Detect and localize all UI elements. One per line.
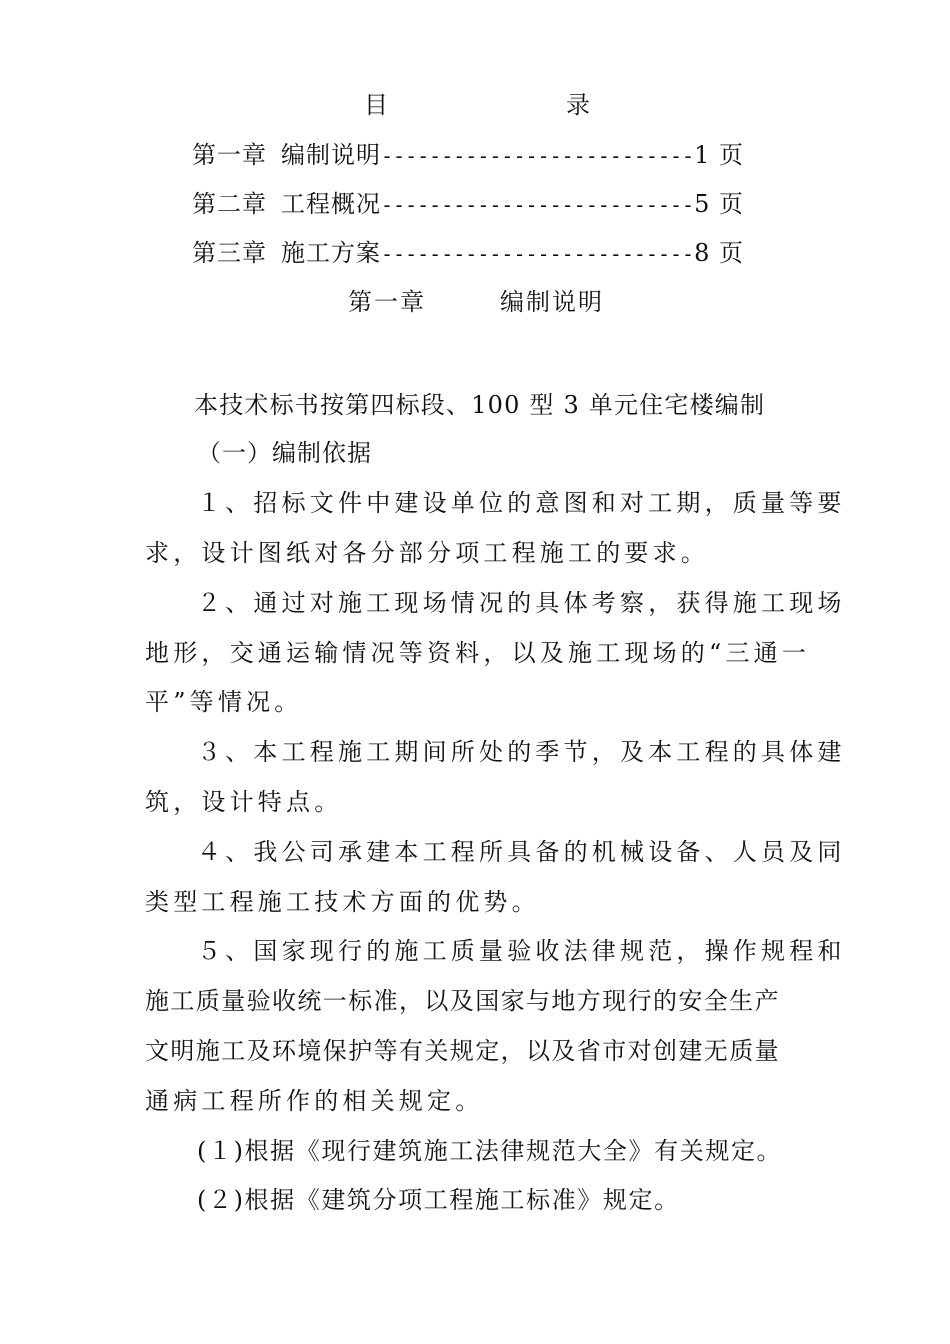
toc-entry[interactable] [192, 189, 744, 220]
chapter-title: 编制说明 [500, 288, 604, 316]
paragraph-line: ４、我公司承建本工程所具备的机械设备、人员及同 [197, 838, 846, 866]
paragraph-line: 筑，设计特点。 [145, 788, 343, 816]
paragraph-line: 地形，交通运输情况等资料，以及施工现场的“三通一 [145, 639, 811, 667]
toc-title-char-2: 录 [566, 91, 592, 119]
paragraph-line: ３、本工程施工期间所处的季节，及本工程的具体建 [197, 738, 846, 766]
toc-page-number: 8 页 [694, 239, 744, 267]
toc-entry[interactable] [192, 140, 744, 171]
sub-item-line: (１)根据《现行建筑施工法律规范大全》有关规定。 [197, 1137, 783, 1165]
paragraph-line: 求，设计图纸对各分部分项工程施工的要求。 [145, 539, 709, 567]
toc-leader-dashes: -------------------------- [381, 144, 695, 168]
toc-leader-dashes: -------------------------- [381, 242, 695, 266]
paragraph-line: 施工质量验收统一标准，以及国家与地方现行的安全生产 [145, 987, 780, 1015]
toc-chapter-number: 第三章 [192, 239, 267, 267]
toc-chapter-number: 第一章 [192, 141, 267, 169]
paragraph-line: 文明施工及环境保护等有关规定，以及省市对创建无质量 [145, 1037, 780, 1065]
intro-line: 本技术标书按第四标段、100 型 3 单元住宅楼编制 [194, 391, 766, 419]
toc-entry[interactable] [192, 238, 744, 269]
paragraph-line: 类型工程施工技术方面的优势。 [145, 888, 540, 916]
paragraph-line: １、招标文件中建设单位的意图和对工期，质量等要 [197, 489, 846, 517]
chapter-number: 第一章 [348, 288, 426, 316]
section-heading: （一）编制依据 [197, 439, 372, 467]
paragraph-line: 通病工程所作的相关规定。 [145, 1087, 484, 1115]
toc-chapter-name: 工程概况 [281, 190, 381, 218]
paragraph-line: ５、国家现行的施工质量验收法律规范，操作规程和 [197, 937, 846, 965]
toc-chapter-name: 施工方案 [281, 239, 381, 267]
toc-chapter-name: 编制说明 [281, 141, 381, 169]
sub-item-line: (２)根据《建筑分项工程施工标准》规定。 [197, 1186, 680, 1214]
paragraph-line: ２、通过对施工现场情况的具体考察，获得施工现场 [197, 589, 846, 617]
toc-page-number: 1 页 [694, 141, 744, 169]
paragraph-line: 平”等情况。 [145, 688, 303, 716]
toc-leader-dashes: -------------------------- [381, 193, 695, 217]
toc-page-number: 5 页 [694, 190, 744, 218]
toc-chapter-number: 第二章 [192, 190, 267, 218]
toc-title-char-1: 目 [364, 91, 390, 119]
